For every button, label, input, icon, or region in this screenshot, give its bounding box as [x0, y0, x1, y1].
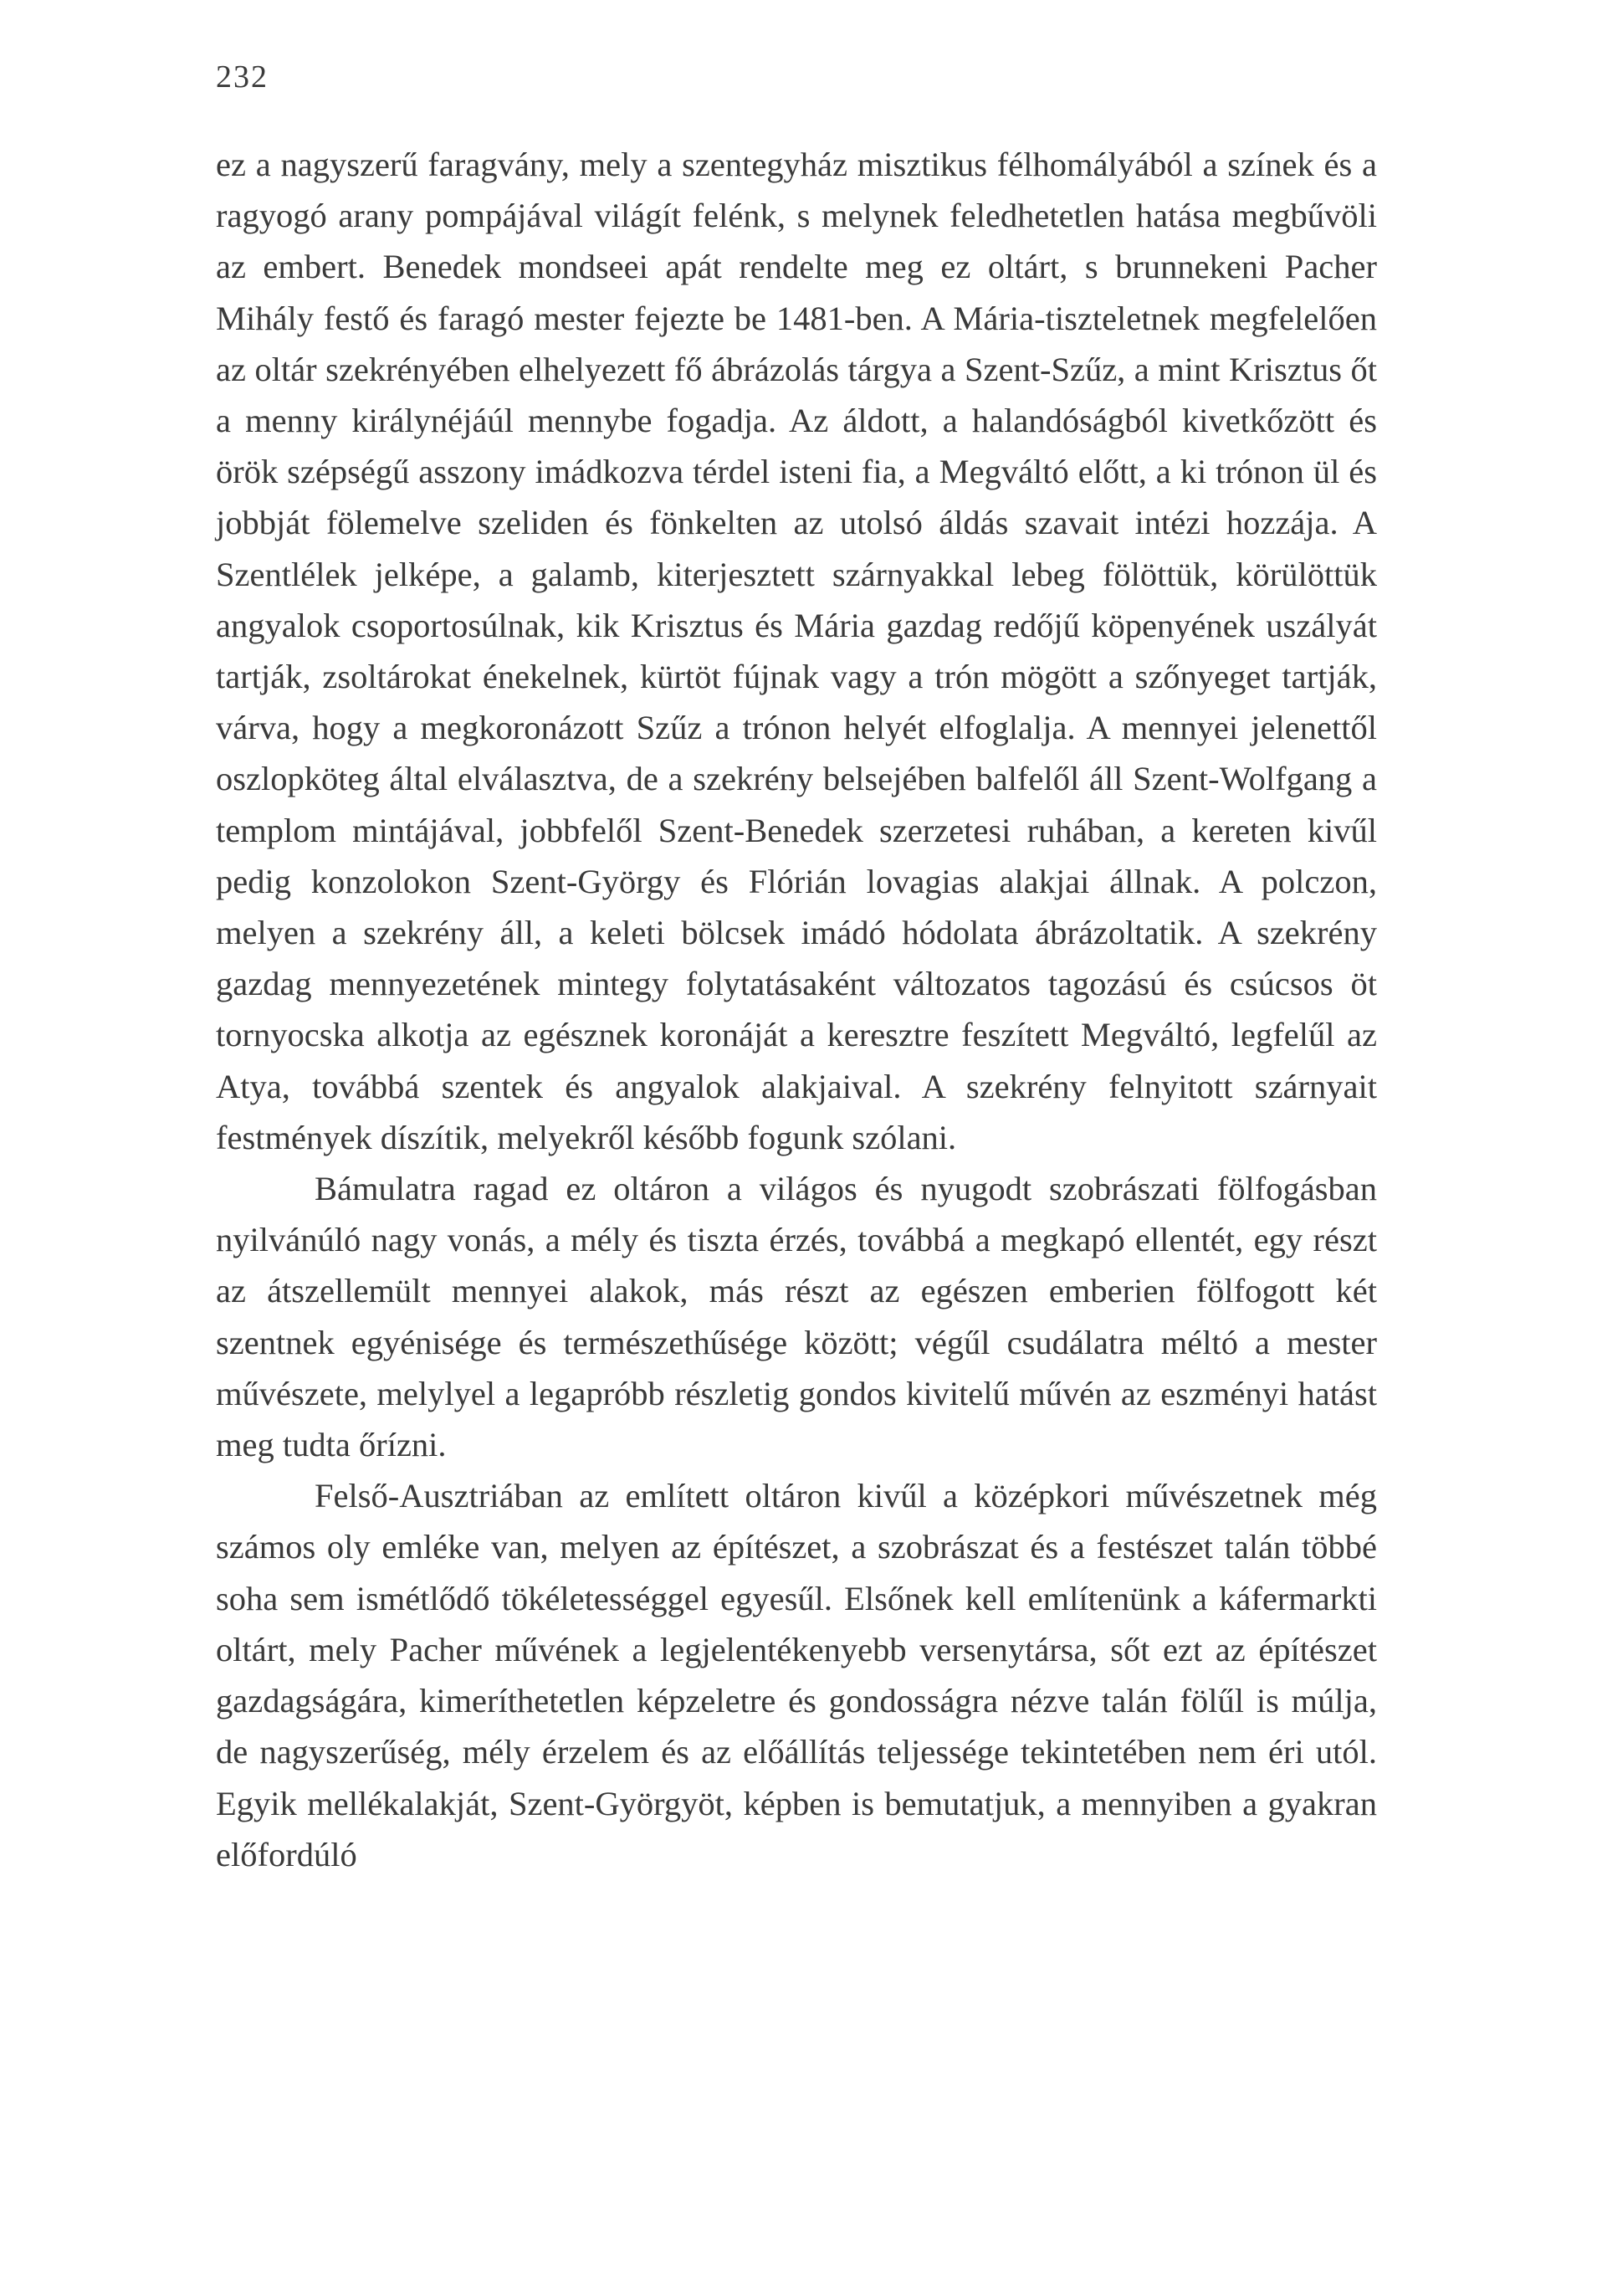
paragraph-2: Bámulatra ragad ez oltáron a világos és nyugodt szobrászati fölfogásban nyilvánúló nagy vonás, a mély és tiszta érzés, továbbá a megkapó ellentét, egy részt az átszellemült mennyei alakok, más részt az egészen emberien fölfogott két szentnek egyénisége és természethűsége között; végűl csudálatra méltó a mester művészete, melylyel a legapróbb részletig gondos kivitelű művén az eszményi hatást meg tudta őrízni.: [216, 1170, 1377, 1464]
body-text: [216, 139, 1377, 1880]
paragraph-3: Felső-Ausztriában az említett oltáron kivűl a középkori művészetnek még számos oly emléke van, melyen az építészet, a szobrászat és a festészet talán többé soha sem ismétlődő tökéletességgel egyesűl. Elsőnek kell említenünk a káfermarkti oltárt, mely Pacher művének a legjelentékenyebb versenytársa, sőt ezt az építészet gazdagságára, kimeríthetetlen képzeletre és gondosságra nézve talán fölűl is múlja, de nagyszerűség, mély érzelem és az előállítás teljessége tekintetében nem éri utól. Egyik mellékalakját, Szent-Györgyöt, képben is bemutatjuk, a mennyiben a gyakran előfordúló: [216, 1477, 1377, 1873]
page-number: 232: [216, 59, 269, 95]
paragraph-1: ez a nagyszerű faragvány, mely a szentegyház misztikus félhomályából a színek és a ragyogó arany pompájával világít felénk, s melynek feledhetetlen hatása megbűvöli az embert. Benedek mondseei apát rendelte meg ez oltárt, s brunnekeni Pacher Mihály festő és faragó mester fejezte be 1481-ben. A Mária-tiszteletnek megfelelően az oltár szekrényében elhelyezett fő ábrázolás tárgya a Szent-Szűz, a mint Krisztus őt a menny királynéjáúl mennybe fogadja. Az áldott, a halandóságból kivetkőzött és örök szépségű asszony imádkozva térdel isteni fia, a Megváltó előtt, a ki trónon ül és jobbját fölemelve szeliden és fönkelten az utolsó áldás szavait intézi hozzája. A Szentlélek jelképe, a galamb, kiterjesztett szárnyakkal lebeg fölöttük, körülöttük angyalok csoportosúlnak, kik Krisztus és Mária gazdag redőjű köpenyének uszályát tartják, zsoltárokat énekelnek, kürtöt fújnak vagy a trón mögött a szőnyeget tartják, várva, hogy a megkoronázott Szűz a trónon helyét elfoglalja. A mennyei jelenettől oszlopköteg által elválasztva, de a szekrény belsejében balfelől áll Szent-Wolfgang a templom mintájával, jobbfelől Szent-Benedek szerzetesi ruhában, a kereten kivűl pedig konzolokon Szent-György és Flórián lovagias alakjai állnak. A polczon, melyen a szekrény áll, a keleti bölcsek imádó hódolata ábrázoltatik. A szekrény gazdag mennyezetének mintegy folytatásaként változatos tagozású és csúcsos öt tornyocska alkotja az egésznek koronáját a keresztre feszített Megváltó, legfelűl az Atya, továbbá szentek és angyalok alakjaival. A szekrény felnyitott szárnyait festmények díszítik, melyekről később fogunk szólani.: [216, 146, 1377, 1156]
